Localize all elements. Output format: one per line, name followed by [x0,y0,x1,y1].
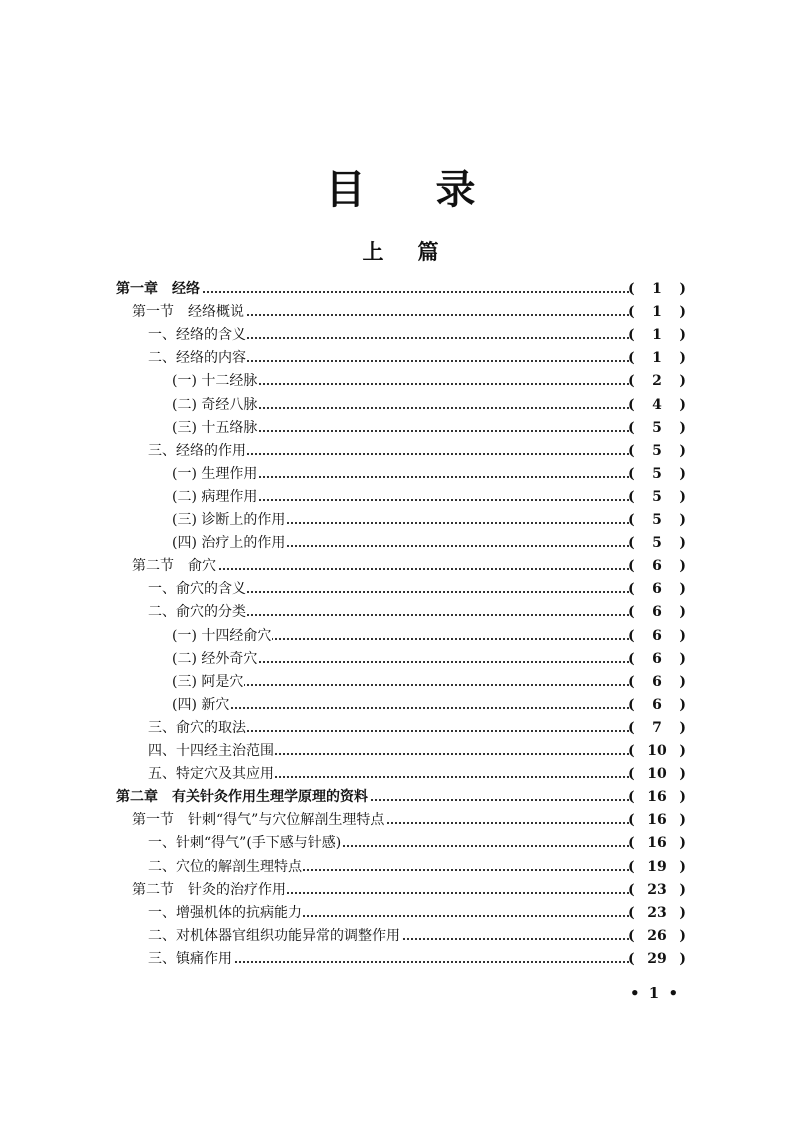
close-paren: ) [679,327,686,344]
page-number: 6 [652,627,662,644]
toc-entry-label: 五、特定穴及其应用 [148,763,275,785]
open-paren: ( [628,512,635,528]
toc-entry-page [628,671,686,693]
page-number-footer: • 1 • [630,984,681,1002]
toc-entry-page [628,717,686,739]
page-number: 16 [647,812,667,829]
toc-entry-page [628,486,686,508]
toc-entry-page [628,370,686,392]
page-number: 10 [647,766,667,783]
toc-entry-label: 三、俞穴的取法 [148,717,247,739]
title-char-2: 录 [435,166,476,213]
toc-entry-page [628,694,686,716]
close-paren: ) [679,766,686,783]
part-char-1: 上 [362,239,384,264]
close-paren: ) [679,465,686,482]
open-paren: ( [628,719,635,736]
page-number: 6 [652,673,662,690]
open-paren: ( [628,558,635,575]
close-paren: ) [679,419,686,436]
toc-entry-page [628,832,686,854]
open-paren: ( [628,304,635,321]
open-paren: ( [628,442,635,459]
toc-entry-label: 第一章 经络 [116,278,201,300]
toc-entry-label: (一) 十二经脉 [172,370,258,392]
page-number: 2 [652,373,662,390]
open-paren: ( [628,789,635,806]
close-paren: ) [679,558,686,575]
close-paren: ) [679,927,686,944]
page-number: 5 [652,419,662,436]
page-number: 16 [647,835,667,852]
toc-entry-page [628,532,686,554]
page-number: 6 [652,604,662,621]
toc-entry-page [628,440,686,462]
toc-entry-label: (四) 治疗上的作用 [172,532,286,554]
toc-entry-label: (二) 经外奇穴 [172,648,258,670]
toc-entry [0,948,801,970]
open-paren: ( [628,373,635,390]
toc-entry-page [628,809,686,831]
toc-entry-label: 二、穴位的解剖生理特点 [148,856,303,878]
open-paren: ( [628,581,635,598]
toc-entry-label: 第二节 俞穴 [132,555,217,577]
toc-entry-page [628,417,686,439]
page-number: 6 [652,650,662,667]
toc-entry-page [628,948,686,970]
toc-entry-label: 二、经络的内容 [148,347,247,369]
close-paren: ) [679,950,686,967]
open-paren: ( [628,904,635,921]
close-paren: ) [679,304,686,321]
toc-entry-page [628,394,686,416]
page-number: 10 [647,743,667,759]
toc-entry-label: 一、针刺“得气”(手下感与针感) [148,832,342,854]
toc-entry-page [628,301,686,323]
toc-entry-label: 第二章 有关针灸作用生理学原理的资料 [116,786,369,808]
page-number: 6 [652,696,662,713]
close-paren: ) [679,719,686,736]
toc-entry-label: 二、对机体器官组织功能异常的调整作用 [148,925,401,947]
page-number: 1 [652,350,662,367]
close-paren: ) [679,650,686,667]
part-char-2: 篇 [417,239,439,264]
open-paren: ( [628,488,635,505]
open-paren: ( [628,650,635,667]
toc-entry-page [628,463,686,485]
toc-entry-label: (二) 病理作用 [172,486,258,508]
toc-entry-label: (一) 生理作用 [172,463,258,485]
page-title [0,158,801,215]
open-paren: ( [628,743,635,759]
toc-entry-label: 三、经络的作用 [148,440,247,462]
page-number: 16 [647,789,667,806]
open-paren: ( [628,396,635,413]
toc-entry-page [628,555,686,577]
close-paren: ) [679,743,686,759]
title-char-1: 目 [325,166,366,213]
page-number: 5 [652,465,662,482]
close-paren: ) [679,789,686,806]
open-paren: ( [628,673,635,690]
page-number: 7 [652,719,662,736]
toc-entry-label: 二、俞穴的分类 [148,601,247,623]
close-paren: ) [679,904,686,921]
dot-leader [172,687,629,709]
open-paren: ( [628,812,635,829]
toc-entry-page [628,278,686,300]
page-number: 1 [652,281,662,297]
close-paren: ) [679,627,686,644]
toc-entry-page [628,347,686,369]
close-paren: ) [679,858,686,875]
page-number: 23 [647,881,667,898]
toc-entry-page [628,763,686,785]
open-paren: ( [628,881,635,898]
toc-entry-label: 一、经络的含义 [148,324,247,346]
toc-entry-page [628,509,686,531]
close-paren: ) [679,835,686,852]
close-paren: ) [679,535,686,552]
open-paren: ( [628,281,635,297]
close-paren: ) [679,396,686,413]
page-number: 23 [647,904,667,921]
toc-entry-page [628,925,686,947]
toc-entry-label: 一、增强机体的抗病能力 [148,902,303,924]
page-number: 5 [652,488,662,505]
close-paren: ) [679,512,686,528]
page-number: 6 [652,558,662,575]
toc-entry-label: (一) 十四经俞穴 [172,625,272,647]
open-paren: ( [628,465,635,482]
toc-entry-page [628,902,686,924]
page-number: 5 [652,535,662,552]
close-paren: ) [679,488,686,505]
toc-entry-label: (四) 新穴 [172,694,230,716]
open-paren: ( [628,950,635,967]
page-number: 5 [652,442,662,459]
page-number: 5 [652,512,662,528]
toc-entry-label: 第二节 针灸的治疗作用 [132,879,287,901]
page-number: 1 [652,304,662,321]
toc-entry-page [628,324,686,346]
open-paren: ( [628,419,635,436]
toc-entry-page [628,879,686,901]
open-paren: ( [628,327,635,344]
open-paren: ( [628,835,635,852]
close-paren: ) [679,442,686,459]
open-paren: ( [628,696,635,713]
toc-entry-label: 一、俞穴的含义 [148,578,247,600]
close-paren: ) [679,881,686,898]
close-paren: ) [679,350,686,367]
page-number: 4 [652,396,662,413]
toc-entry-page [628,786,686,808]
toc-entry-label: 三、镇痛作用 [148,948,233,970]
toc-entry-page [628,625,686,647]
close-paren: ) [679,604,686,621]
open-paren: ( [628,350,635,367]
page-number: 19 [647,858,667,875]
toc-entry-page [628,856,686,878]
toc-entry-label: (三) 诊断上的作用 [172,509,286,531]
page-number: 6 [652,581,662,598]
toc-entry-label: 第一节 针刺“得气”与穴位解剖生理特点 [132,809,385,831]
open-paren: ( [628,927,635,944]
close-paren: ) [679,581,686,598]
open-paren: ( [628,858,635,875]
toc-entry-page [628,601,686,623]
page-number: 29 [647,950,667,967]
toc-entry-page [628,740,686,762]
page-number: 1 [652,327,662,344]
open-paren: ( [628,535,635,552]
close-paren: ) [679,812,686,829]
close-paren: ) [679,373,686,390]
close-paren: ) [679,696,686,713]
toc-entry-label: (三) 十五络脉 [172,417,258,439]
open-paren: ( [628,766,635,783]
toc-entry-label: 第一节 经络概说 [132,301,245,323]
page-number: 26 [647,927,667,944]
toc-entry-label: (二) 奇经八脉 [172,394,258,416]
close-paren: ) [679,673,686,690]
close-paren: ) [679,281,686,297]
toc-entry-page [628,648,686,670]
open-paren: ( [628,604,635,621]
part-heading [0,236,801,266]
toc-entry-label: (三) 阿是穴 [172,671,244,693]
open-paren: ( [628,627,635,644]
toc-entry-page [628,578,686,600]
toc-entry-label: 四、十四经主治范围 [148,740,275,762]
